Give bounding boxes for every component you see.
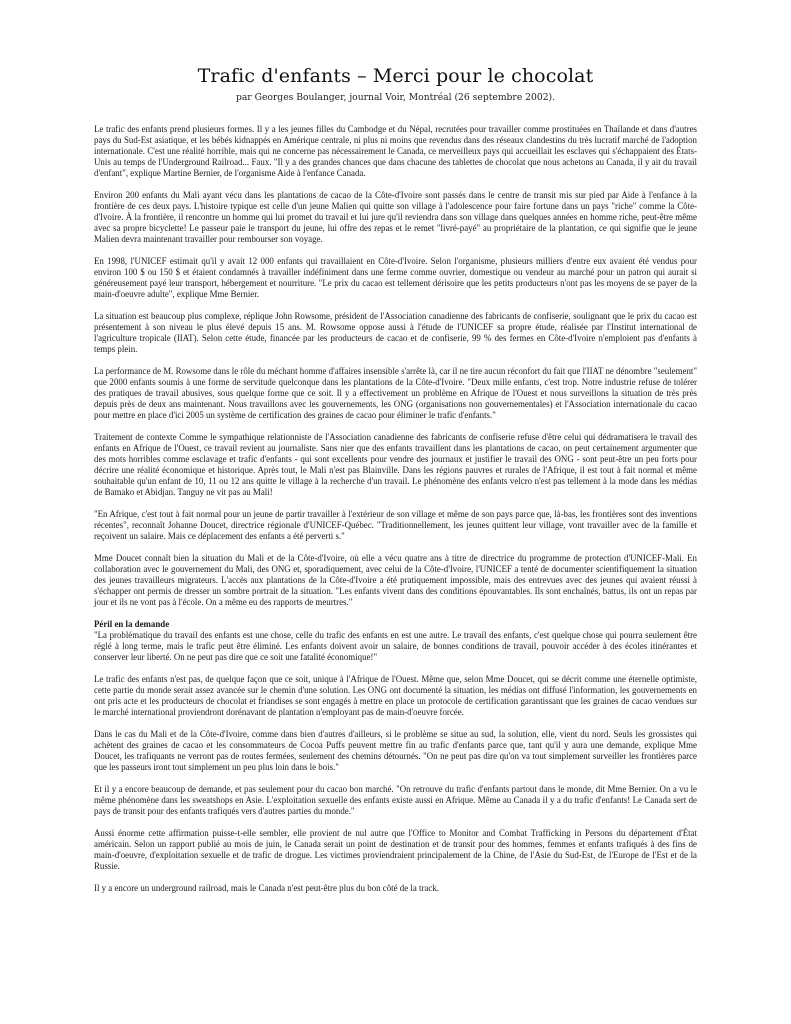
article-title: Trafic d'enfants – Merci pour le chocolat	[197, 65, 594, 87]
paragraph: La performance de M. Rowsome dans le rôle du méchant homme d'affaires insensible s'arrête là, car il ne tire aucun réconfort du fait que l'IIAT ne dénombre "seulement" que 2000 enfants soumis à une forme de servitude quelconque dans les plantations de la Côte-d'Ivoire. "Deux mille enfants, c'est trop. Notre industrie refuse de tolérer des pratiques de travail abusives, sous quelque forme que ce soit. Il y a effectivement un problème en Afrique de l'Ouest et nous surveillons la situation de très près depuis près de deux ans maintenant. Nous travaillons avec les gouvernements, les ONG (organisations non gouvernementales) et l'Association internationale du cacao pour mettre en place d'ici 2005 un système de certification des graines de cacao pour éliminer le trafic d'enfants."	[94, 366, 697, 420]
paragraph: La situation est beaucoup plus complexe, réplique John Rowsome, président de l'Association canadienne des fabricants de confiserie, soulignant que le prix du cacao est présentement à son niveau le plus élevé depuis 15 ans. M. Rowsome oppose aussi à l'étude de l'UNICEF sa propre étude, réalisée par l'Institut international de l'agriculture tropicale (IIAT). Selon cette étude, financée par les producteurs de cacao et de confiserie, 99 % des fermes en Côte-d'Ivoire n'emploient pas d'enfants à temps plein.	[94, 311, 697, 354]
article-byline: par Georges Boulanger, journal Voir, Montréal (26 septembre 2002).	[235, 92, 556, 103]
paragraph: "La problématique du travail des enfants est une chose, celle du trafic des enfants en est une autre. Le travail des enfants, c'est quelque chose qui pourra seulement être réglé à long terme, mais le trafic peut être éliminé. Les enfants doivent avoir un salaire, de bonnes conditions de travail, pouvoir accéder à des écoles itinérantes et conserver leur liberté. On ne peut pas dire que ce soit une fatalité économique!"	[94, 630, 697, 662]
paragraph: Et il y a encore beaucoup de demande, et pas seulement pour du cacao bon marché. "On retrouve du trafic d'enfants partout dans le monde, dit Mme Bernier. On a vu le même phénomène dans les sweatshops en Asie. L'exploitation sexuelle des enfants existe aussi en Afrique. Même au Canada il y a du trafic d'enfants! Le Canada sert de pays de transit pour des enfants trafiqués vers d'autres parties du monde."	[94, 784, 697, 816]
paragraph: Traitement de contexte Comme le sympathique relationniste de l'Association canadienne des fabricants de confiserie refuse d'être celui qui dédramatisera le travail des enfants en Afrique de l'Ouest, ce travail revient au journaliste. Sans nier que des enfants travaillent dans les plantations de cacao, on peut certainement argumenter que des mots horribles comme esclavage et trafic d'enfants - qui sont excellents pour vendre des journaux et justifier le travail des ONG - sont peut-être un peu forts pour décrire une réalité économique et historique. Après tout, le Mali n'est pas Blainville. Dans les régions pauvres et rurales de l'Afrique, il est tout à fait normal et même souhaitable qu'un enfant de 10, 11 ou 12 ans quitte le village à la recherche d'un travail. Le phénomène des enfants velcro n'est pas tellement à la mode dans les médias de Bamako et Abidjan. Tanguy ne vit pas au Mali!	[94, 432, 697, 497]
paragraph: Aussi énorme cette affirmation puisse-t-elle sembler, elle provient de nul autre que l'Office to Monitor and Combat Trafficking in Persons du département d'État américain. Selon un rapport publié au mois de juin, le Canada serait un point de destination et de transit pour des hommes, femmes et enfants trafiqués à des fins de main-d'oeuvre, d'exploitation sexuelle et de trafic de drogue. Les victimes proviendraient principalement de la Chine, de l'Asie du Sud-Est, de l'Europe de l'Est et de la Russie.	[94, 828, 697, 871]
section-heading: Péril en la demande	[94, 619, 170, 629]
paragraph: "En Afrique, c'est tout à fait normal pour un jeune de partir travailler à l'extérieur de son village et même de son pays parce que, là-bas, les frontières sont des inventions récentes", reconnaît Johanne Doucet, directrice régionale d'UNICEF-Québec. "Traditionnellement, les jeunes quittent leur village, vont travailler avec de la famille et reçoivent un salaire. Mais ce déplacement des enfants a été perverti s."	[94, 509, 697, 541]
paragraph: Il y a encore un underground railroad, mais le Canada n'est peut-être plus du bon côté de la track.	[94, 883, 439, 893]
paragraph: Environ 200 enfants du Mali ayant vécu dans les plantations de cacao de la Côte-d'Ivoire sont passés dans le centre de transit mis sur pied par Aide à l'enfance à la frontière de ces deux pays. L'histoire typique est celle d'un jeune Malien qui quitte son village à l'adolescence pour faire fortune dans un pays "riche" comme la Côte-d'Ivoire. À la frontière, il rencontre un homme qui lui promet du travail et lui jure qu'il reviendra dans son village dans quelques années en homme riche, peut-être même avec sa propre bicyclette! Le passeur paie le transport du jeune, lui offre des repas et le remet "livré-payé" au propriétaire de la plantation, ce qui signifie que le jeune Malien devra maintenant travailler pour rembourser son voyage.	[94, 190, 697, 244]
paragraph: Le trafic des enfants n'est pas, de quelque façon que ce soit, unique à l'Afrique de l'Ouest. Même que, selon Mme Doucet, qui se décrit comme une éternelle optimiste, cette partie du monde serait assez avancée sur le chemin d'une solution. Les ONG ont documenté la situation, les médias ont diffusé l'information, les gouvernements en ont pris acte et les producteurs de chocolat et friandises se sont engagés à mettre en place un protocole de certification garantissant que les graines de cacao vendues sur le marché international proviendront dorénavant de plantation n'employant pas de main-d'oeuvre forcée.	[94, 674, 697, 717]
paragraph: Le trafic des enfants prend plusieurs formes. Il y a les jeunes filles du Cambodge et du Népal, recrutées pour travailler comme prostituées en Thaïlande et dans d'autres pays du Sud-Est asiatique, et les bébés kidnappés en Amérique centrale, ni plus ni moins que revendus dans des réseaux clandestins du très lucratif marché de l'adoption internationale. C'est une réalité horrible, mais qui ne concerne pas nécessairement le Canada, ce merveilleux pays qui accueillait les esclaves qui s'échappaient des États-Unis au temps de l'Underground Railroad... Faux. "Il y a des grandes chances que dans chacune des tablettes de chocolat que nous achetons au Canada, il y ait du travail d'enfant", explique Martine Bernier, de l'organisme Aide à l'enfance Canada.	[94, 124, 697, 178]
paragraph: Dans le cas du Mali et de la Côte-d'Ivoire, comme dans bien d'autres d'ailleurs, si le problème se situe au sud, la solution, elle, vient du nord. Seuls les grossistes qui achètent des graines de cacao et les consommateurs de Cocoa Puffs peuvent mettre fin au trafic d'enfants parce que, tant qu'il y aura une demande, explique Mme Doucet, les trafiquants ne verront pas de routes fermées, seulement des chemins détournés. "On ne peut pas dire qu'on va tout simplement surveiller les frontières parce que les passeurs iront tout simplement un peu plus loin dans le bois."	[94, 729, 697, 772]
paragraph: En 1998, l'UNICEF estimait qu'il y avait 12 000 enfants qui travaillaient en Côte-d'Ivoire. Selon l'organisme, plusieurs milliers d'entre eux avaient été vendus pour environ 100 $ ou 150 $ et étaient condamnés à travailler indéfiniment dans une ferme comme ouvrier, domestique ou vendeur au marché pour un patron qui aurait si généreusement payé leur transport, hébergement et nourriture. "Le prix du cacao est tellement dérisoire que les petits producteurs n'ont pas les moyens de se payer de la main-d'oeuvre adulte", explique Mme Bernier.	[94, 256, 697, 299]
paragraph: Mme Doucet connaît bien la situation du Mali et de la Côte-d'Ivoire, où elle a vécu quatre ans à titre de directrice du programme de protection d'UNICEF-Mali. En collaboration avec le gouvernement du Mali, des ONG et, sporadiquement, avec celui de la Côte-d'Ivoire, l'UNICEF a tenté de documenter scientifiquement la situation des jeunes travailleurs migrateurs. L'accès aux plantations de la Côte-d'Ivoire a été pratiquement impossible, mais des entrevues avec des jeunes qui avaient réussi à s'échapper ont permis de dresser un sombre portrait de la situation. "Les enfants vivent dans des conditions épouvantables. Ils sont enchaînés, battus, ils ont un repas par jour et ils ne vont pas à l'école. On a même eu des rapports de meurtres."	[94, 553, 697, 607]
article-body	[94, 124, 697, 905]
